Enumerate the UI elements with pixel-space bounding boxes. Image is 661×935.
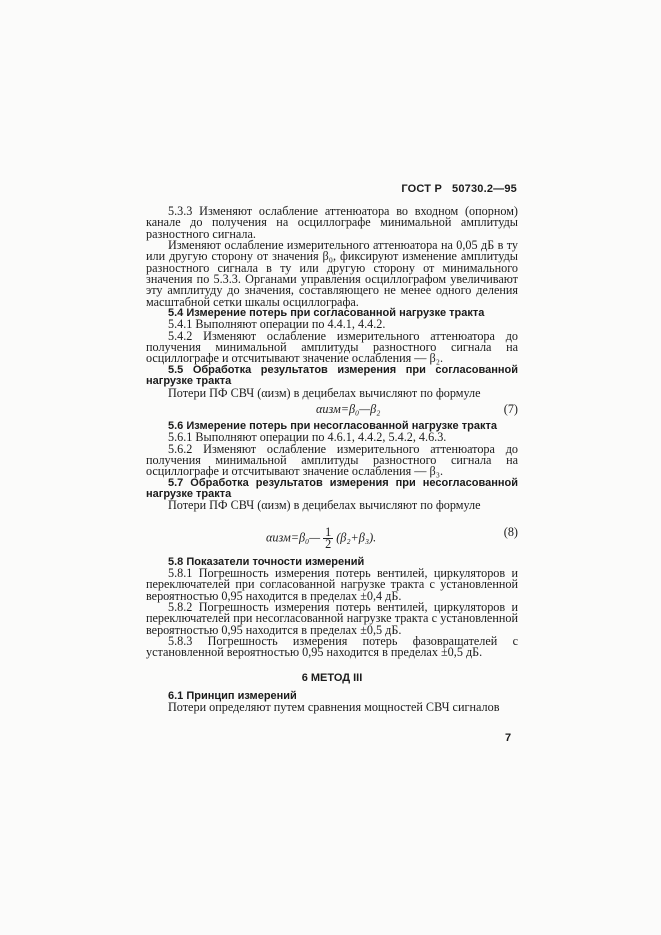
heading-6: 6 МЕТОД III <box>301 671 363 684</box>
paragraph-5-4-2: 5.4.2 Изменяют ослабление измерительного аттенюатора до получения минимальной амплитуды разностного сигнала на осциллографе и отсчитывают значение ослабления — β₂. <box>146 328 518 366</box>
formula-7 <box>146 402 518 417</box>
paragraph-5-3-3: 5.3.3 Изменяют ослабление аттенюатора во входном (опорном) канале до получения на осциллографе минимальной амплитуды разностного сигнала. <box>146 204 518 241</box>
formula-8-fraction <box>323 524 333 551</box>
paragraph-5-8-3: 5.8.3 Погрешность измерения потерь фазовращателей с установленной вероятностью 0,95 находится в пределах ±0,5 дБ. <box>146 634 518 660</box>
heading-5-7: 5.7 Обработка результатов измерения при несогласованной нагрузке тракта <box>146 476 518 500</box>
heading-5-4: 5.4 Измерение потерь при согласованной нагрузке тракта <box>168 307 485 320</box>
paragraph-5-4-1: 5.4.1 Выполняют операции по 4.4.1, 4.4.2. <box>168 317 386 332</box>
paragraph-5-6-1: 5.6.1 Выполняют операции по 4.6.1, 4.4.2, 5.4.2, 4.6.3. <box>168 430 447 445</box>
body-text <box>146 206 518 714</box>
formula-7-number: (7) <box>503 401 518 416</box>
heading-5-6: 5.6 Измерение потерь при несогласованной нагрузке тракта <box>168 419 497 432</box>
paragraph-5-3-3-cont: Изменяют ослабление измерительного аттенюатора на 0,05 дБ в ту или другую сторону от значения β₀, фиксируют изменение амплитуды разностного сигнала в ту или другую сторону от минимального значения по 5.3.3. Органами управления осциллографом увеличивают эту амплитуду до значения, составляющего не менее одного деления масштабной сетки шкалы осциллографа. <box>146 238 518 309</box>
paragraph-5-5: Потери ПФ СВЧ (αизм) в децибелах вычисляют по формуле <box>168 385 481 400</box>
formula-8-number: (8) <box>503 524 518 539</box>
formula-8 <box>146 519 518 551</box>
page-number: 7 <box>505 732 512 744</box>
heading-6-1: 6.1 Принцип измерений <box>168 690 297 703</box>
heading-5-8: 5.8 Показатели точности измерений <box>168 555 365 568</box>
heading-5-5: 5.5 Обработка результатов измерения при согласованной нагрузке тракта <box>146 363 518 388</box>
fraction-numerator: 1 <box>325 524 332 539</box>
paragraph-5-7: Потери ПФ СВЧ (αизм) в децибелах вычисляют по формуле <box>168 498 481 513</box>
paragraph-5-8-1: 5.8.1 Погрешность измерения потерь вентилей, циркуляторов и переключателей при согласованной нагрузке тракта с установленной вероятностью 0,95 находится в пределах ±0,4 дБ. <box>146 565 518 603</box>
paragraph-5-8-2: 5.8.2 Погрешность измерения потерь вентилей, циркуляторов и переключателей при несогласованной нагрузке тракта с установленной вероятностью 0,95 находится в пределах ±0,5 дБ. <box>146 599 518 637</box>
fraction-denominator: 2 <box>325 536 332 551</box>
formula-7-expression: αизм=β₀—β₂ <box>316 401 381 416</box>
standard-code: ГОСТ Р <box>401 183 442 195</box>
formula-8-lhs: αизм=β₀— <box>266 529 321 544</box>
formula-8-rhs: (β₂+β₃). <box>336 529 377 544</box>
paragraph-6-1: Потери определяют путем сравнения мощностей СВЧ сигналов <box>168 700 500 715</box>
running-header <box>391 183 517 195</box>
paragraph-5-6-2: 5.6.2 Изменяют ослабление измерительного аттенюатора до получения минимальной амплитуды разностного сигнала на осциллографе и отсчитывают значение ослабления — β₃. <box>146 441 518 479</box>
standard-number: 50730.2—95 <box>452 183 517 195</box>
formula-8-expression <box>266 524 377 551</box>
